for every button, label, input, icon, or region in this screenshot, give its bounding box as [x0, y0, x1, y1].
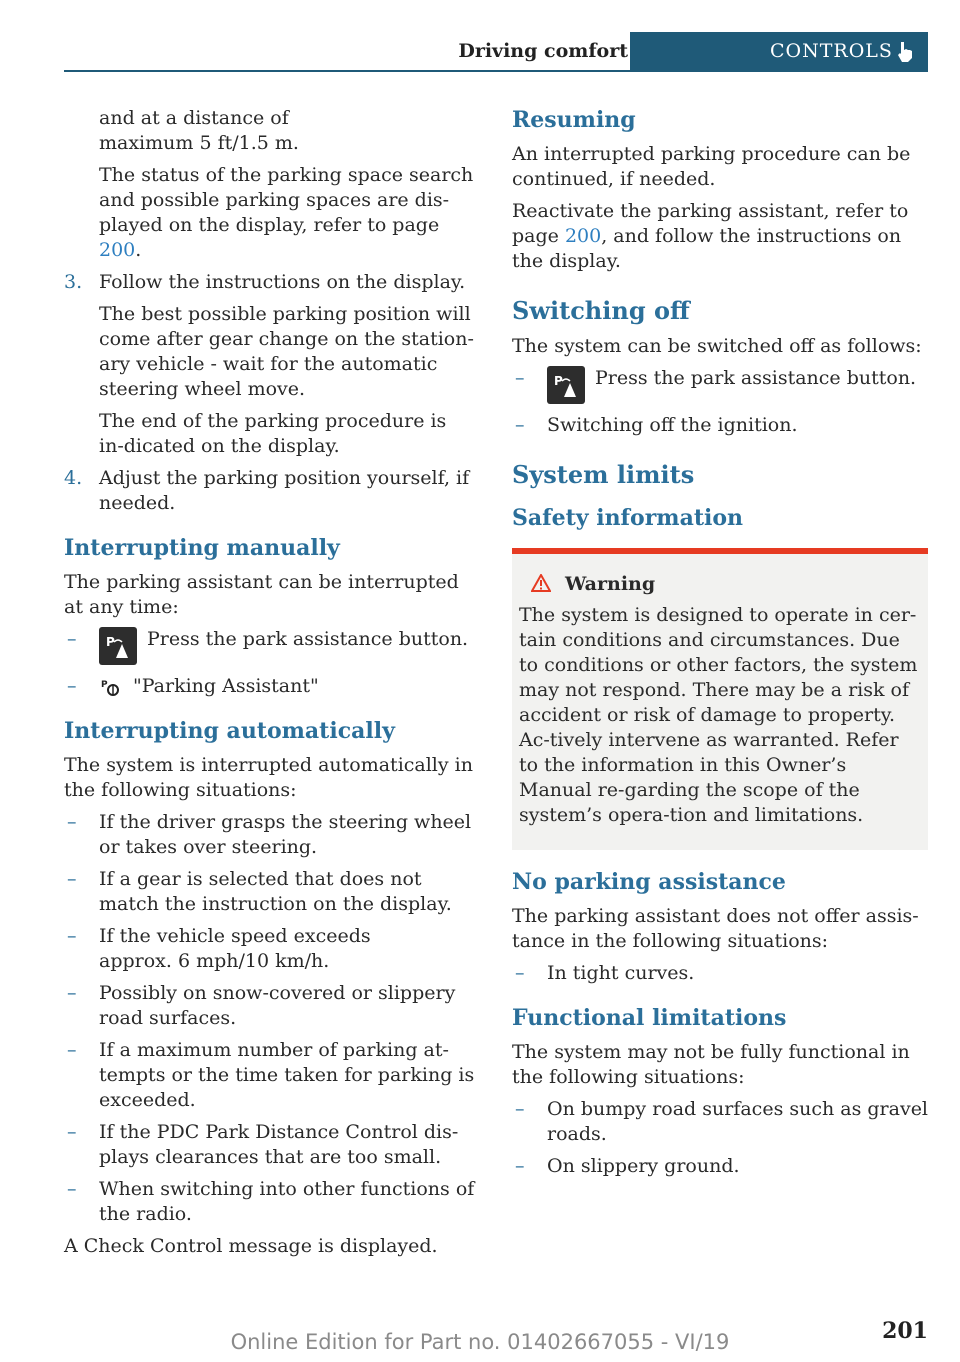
- list-item-text: If the driver grasps the steering wheel or takes over steering.: [99, 811, 472, 858]
- list-item: [512, 366, 928, 406]
- park-assist-button-icon: [99, 627, 137, 665]
- off-intro: The system can be switched off as follows:: [512, 335, 922, 357]
- intro-period: .: [135, 239, 142, 261]
- list-item: [512, 413, 928, 438]
- dash-bullet: –: [515, 367, 525, 389]
- list-item: [64, 1177, 476, 1227]
- list-item-text: If a maximum number of parking at‐tempts or the time taken for parking is exceeded.: [99, 1039, 475, 1111]
- dash-bullet: –: [515, 1155, 525, 1177]
- heading-resuming: Resuming: [512, 107, 636, 133]
- dash-bullet: –: [67, 1121, 77, 1143]
- resuming-text: Reactivate the parking assistant, refer to page: [512, 200, 909, 247]
- right-column: [512, 106, 928, 1186]
- step-text: Adjust the parking position yourself, if needed.: [99, 467, 470, 514]
- page-link-200[interactable]: 200: [564, 225, 602, 247]
- resuming-paragraph-2: [512, 199, 928, 274]
- warning-text: The system is designed to operate in cer‐tain conditions and circumstances. Due to conditions or other factors, the system may not respond. There may be a risk of accident or risk of damage to property. Ac‐tively intervene as warranted. Refer to the information in this Owner’s Manual re‐garding the scope of the system’s opera‐tion and limitations.: [519, 604, 918, 826]
- page-link-200[interactable]: 200: [99, 239, 136, 261]
- list-item: [64, 867, 476, 917]
- chapter-label: CONTROLS: [770, 40, 893, 62]
- list-item: [64, 674, 476, 699]
- dash-bullet: –: [67, 675, 77, 697]
- svg-text:P: P: [554, 374, 563, 388]
- dash-bullet: –: [515, 414, 525, 436]
- resuming-paragraph-1: An interrupted parking procedure can be continued, if needed.: [512, 143, 911, 190]
- dash-bullet: –: [67, 1039, 77, 1061]
- park-assist-button-icon: [547, 366, 585, 404]
- list-item: [64, 1120, 476, 1170]
- heading-safety-information: Safety information: [512, 505, 744, 531]
- list-item-text: When switching into other functions of the radio.: [99, 1178, 475, 1225]
- page-number: 201: [882, 1318, 928, 1344]
- auto-intro: The system is interrupted automatically in the following situations:: [64, 754, 473, 801]
- svg-text:P: P: [106, 635, 115, 649]
- intro-text: The status of the parking space search and possible parking spaces are dis‐played on the display, refer to page: [99, 164, 474, 236]
- step-3-detail-2: The end of the parking procedure is in‐dicated on the display.: [99, 410, 447, 457]
- list-item: [64, 1038, 476, 1113]
- intro-paragraph-1: and at a distance of maximum 5 ft/1.5 m.: [99, 107, 299, 154]
- warning-box: [512, 548, 928, 850]
- list-item-text: On bumpy road surfaces such as gravel roads.: [547, 1098, 929, 1145]
- dash-bullet: –: [67, 982, 77, 1004]
- list-item-text: If a gear is selected that does not match the instruction on the display.: [99, 868, 452, 915]
- list-item: [64, 924, 439, 974]
- manual-intro: The parking assistant can be interrupted at any time:: [64, 571, 459, 618]
- list-item-text: Possibly on snow-covered or slippery road surfaces.: [99, 982, 456, 1029]
- noassist-intro: The parking assistant does not offer assis‐tance in the following situations:: [512, 905, 919, 952]
- list-item: [512, 1154, 928, 1179]
- list-item: [512, 961, 928, 986]
- parking-assistant-icon: [101, 677, 121, 697]
- heading-switching-off: Switching off: [512, 296, 690, 325]
- chapter-tab: [630, 32, 928, 72]
- list-item-text: On slippery ground.: [547, 1155, 740, 1177]
- dash-bullet: –: [515, 962, 525, 984]
- list-item-text: In tight curves.: [547, 962, 695, 984]
- list-item: [64, 627, 476, 667]
- step-number: 3.: [64, 271, 83, 293]
- auto-list: [64, 810, 476, 1227]
- list-item: [512, 1097, 928, 1147]
- hand-pointer-icon: [894, 40, 916, 64]
- dash-bullet: –: [67, 811, 77, 833]
- step-3-detail-1: The best possible parking position will come after gear change on the station‐ary vehicle - wait for the automatic steering wheel move.: [99, 303, 474, 400]
- step-4: [64, 466, 476, 516]
- intro-paragraph-2: [64, 163, 476, 263]
- heading-interrupting-manually: Interrupting manually: [64, 535, 340, 561]
- step-text: Follow the instructions on the display.: [99, 271, 466, 293]
- list-item-text: Switching off the ignition.: [547, 414, 798, 436]
- list-item-text: Press the park assistance button.: [595, 367, 917, 389]
- page-header: [64, 32, 928, 72]
- dash-bullet: –: [67, 1178, 77, 1200]
- header-rule: [64, 70, 928, 72]
- step-number: 4.: [64, 467, 83, 489]
- dash-bullet: –: [67, 925, 77, 947]
- dash-bullet: –: [515, 1098, 525, 1120]
- footer-text: Online Edition for Part no. 01402667055 - VI/19: [230, 1330, 730, 1354]
- list-item-text: If the PDC Park Distance Control dis‐plays clearances that are too small.: [99, 1121, 459, 1168]
- warning-title: [519, 572, 920, 597]
- warning-title-text: Warning: [565, 573, 656, 595]
- warning-triangle-icon: [531, 574, 551, 592]
- auto-outro: A Check Control message is displayed.: [64, 1235, 438, 1257]
- step-3: [64, 270, 476, 295]
- section-title: Driving comfort: [458, 40, 628, 62]
- dash-bullet: –: [67, 628, 77, 650]
- heading-system-limits: System limits: [512, 460, 695, 489]
- list-item: [64, 981, 476, 1031]
- list-item-text: Press the park assistance button.: [147, 628, 469, 650]
- list-item-text: If the vehicle speed exceeds approx. 6 mph/10 km/h.: [99, 925, 371, 972]
- list-item: [64, 810, 476, 860]
- resuming-text-end: , and follow the instructions on the display.: [512, 225, 902, 272]
- dash-bullet: –: [67, 868, 77, 890]
- svg-text:P: P: [101, 680, 108, 690]
- list-item-text: "Parking Assistant": [133, 675, 319, 697]
- left-column: [64, 106, 476, 1266]
- heading-no-parking-assistance: No parking assistance: [512, 869, 786, 895]
- heading-functional-limitations: Functional limitations: [512, 1005, 787, 1031]
- heading-interrupting-automatically: Interrupting automatically: [64, 718, 395, 744]
- func-intro: The system may not be fully functional in the following situations:: [512, 1041, 910, 1088]
